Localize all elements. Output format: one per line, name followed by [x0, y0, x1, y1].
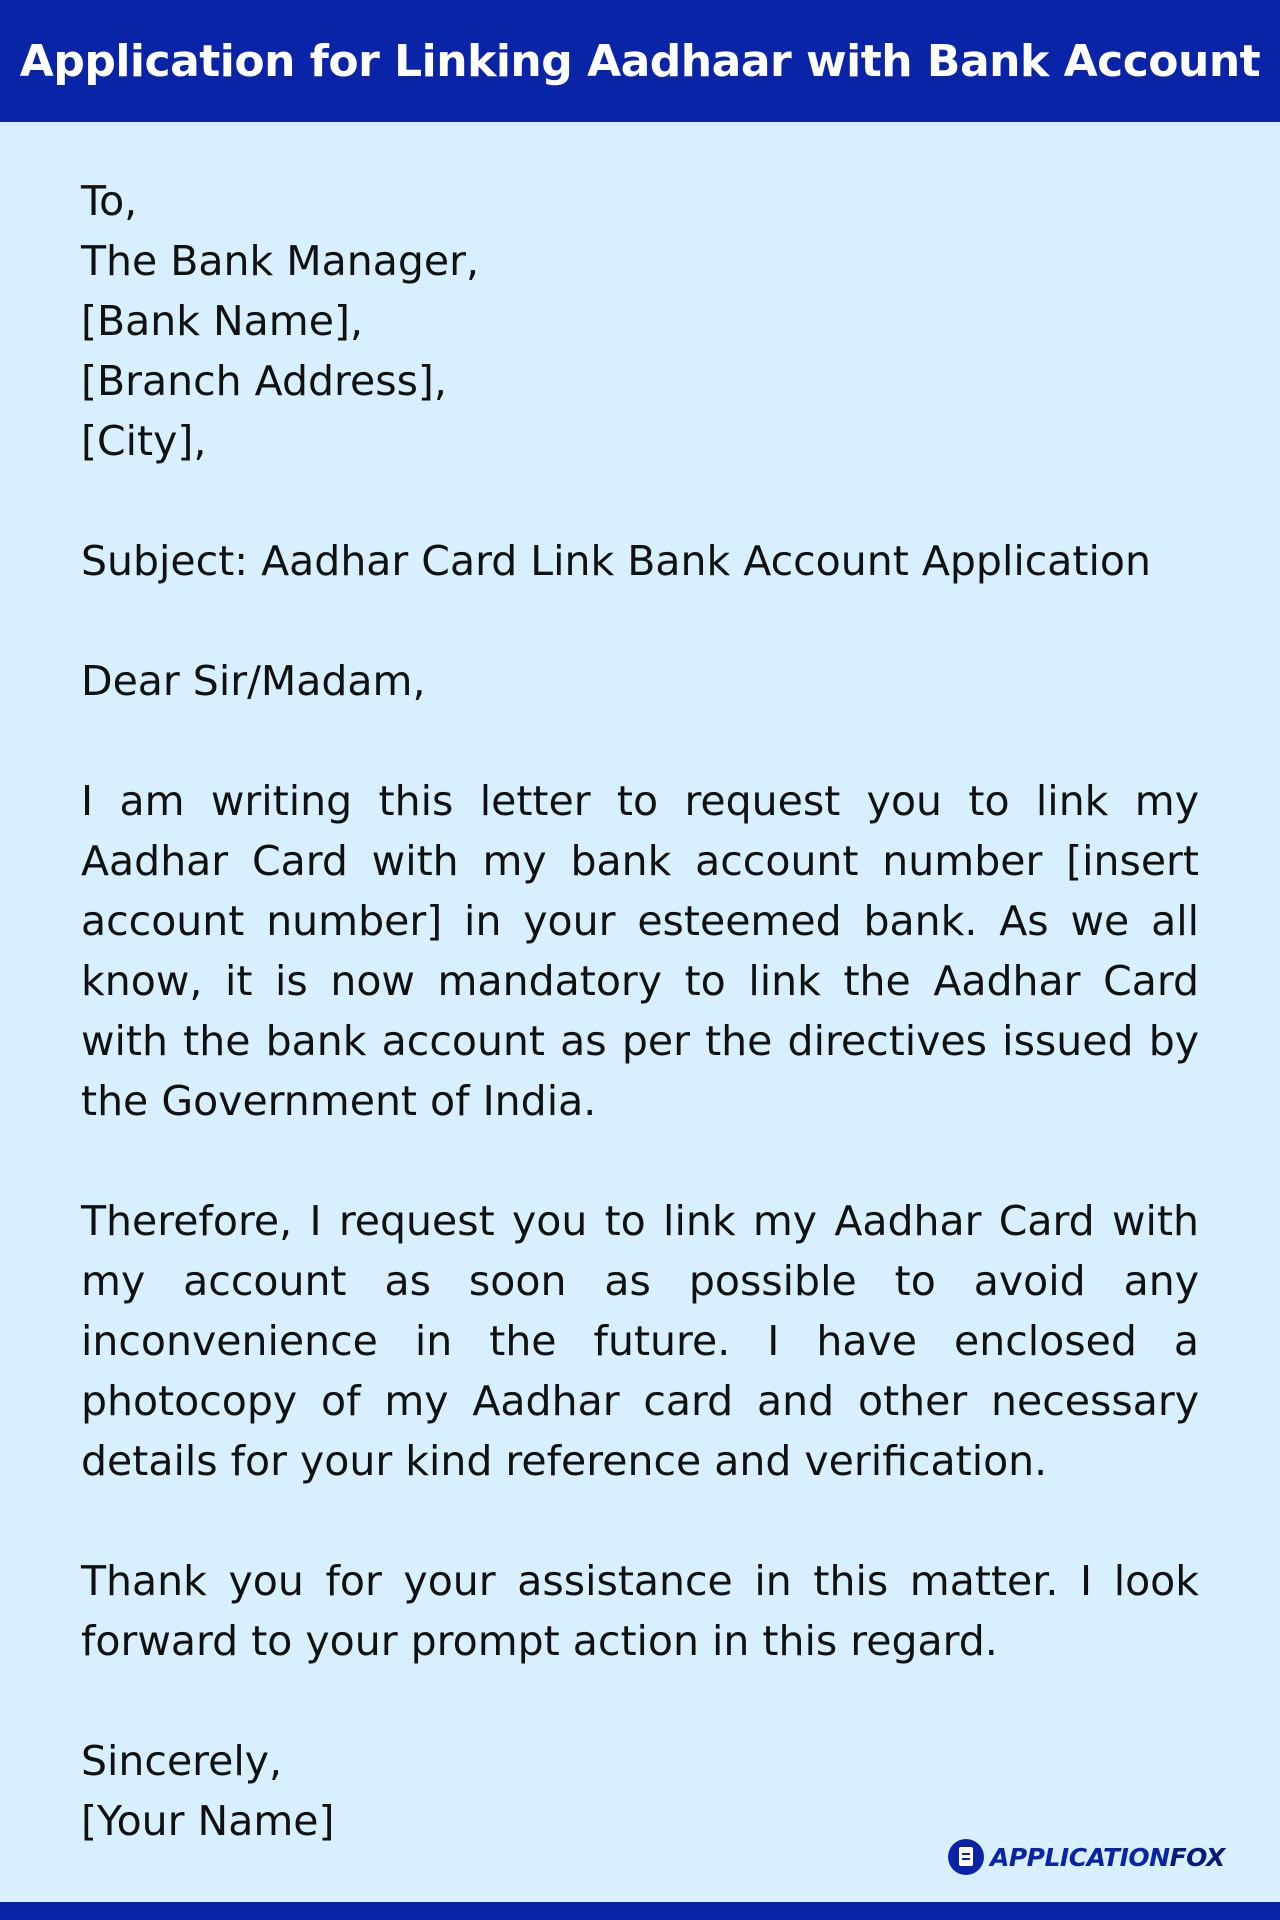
- body-paragraph-thanks: Thank you for your assistance in this matter. I look forward to your prompt action in this regard.: [81, 1557, 1199, 1665]
- page-title: Application for Linking Aadhaar with Bank Account: [19, 35, 1261, 87]
- applicationfox-logo: [948, 1837, 1225, 1877]
- body-paragraph-request: I am writing this letter to request you to link my Aadhar Card with my bank account number [insert account number] in your esteemed bank. As we all know, it is now mandatory to link the Aadhar Card with the bank account as per the directives issued by the Government of India.: [81, 777, 1199, 1125]
- signature-placeholder: [Your Name]: [81, 1797, 335, 1845]
- address-line-recipient: The Bank Manager,: [81, 237, 480, 285]
- address-line-to: To,: [81, 177, 138, 225]
- document-icon: [948, 1839, 984, 1875]
- address-line-city: [City],: [81, 417, 207, 465]
- logo-text: [990, 1843, 1225, 1872]
- salutation: Dear Sir/Madam,: [81, 657, 426, 705]
- address-line-branch: [Branch Address],: [81, 357, 447, 405]
- address-line-bank-name: [Bank Name],: [81, 297, 363, 345]
- logo-text-fox: FOX: [1169, 1842, 1225, 1872]
- footer-bar: [0, 1902, 1280, 1920]
- logo-text-application: APPLICATION: [990, 1842, 1170, 1872]
- subject-line: Subject: Aadhar Card Link Bank Account Application: [81, 537, 1151, 585]
- letter-body: [81, 171, 1199, 1851]
- body-paragraph-details: Therefore, I request you to link my Aadhar Card with my account as soon as possible to avoid any inconvenience in the future. I have enclosed a photocopy of my Aadhar card and other necessary details for your kind reference and verification.: [81, 1197, 1199, 1485]
- title-banner: [0, 0, 1280, 122]
- closing: Sincerely,: [81, 1737, 283, 1785]
